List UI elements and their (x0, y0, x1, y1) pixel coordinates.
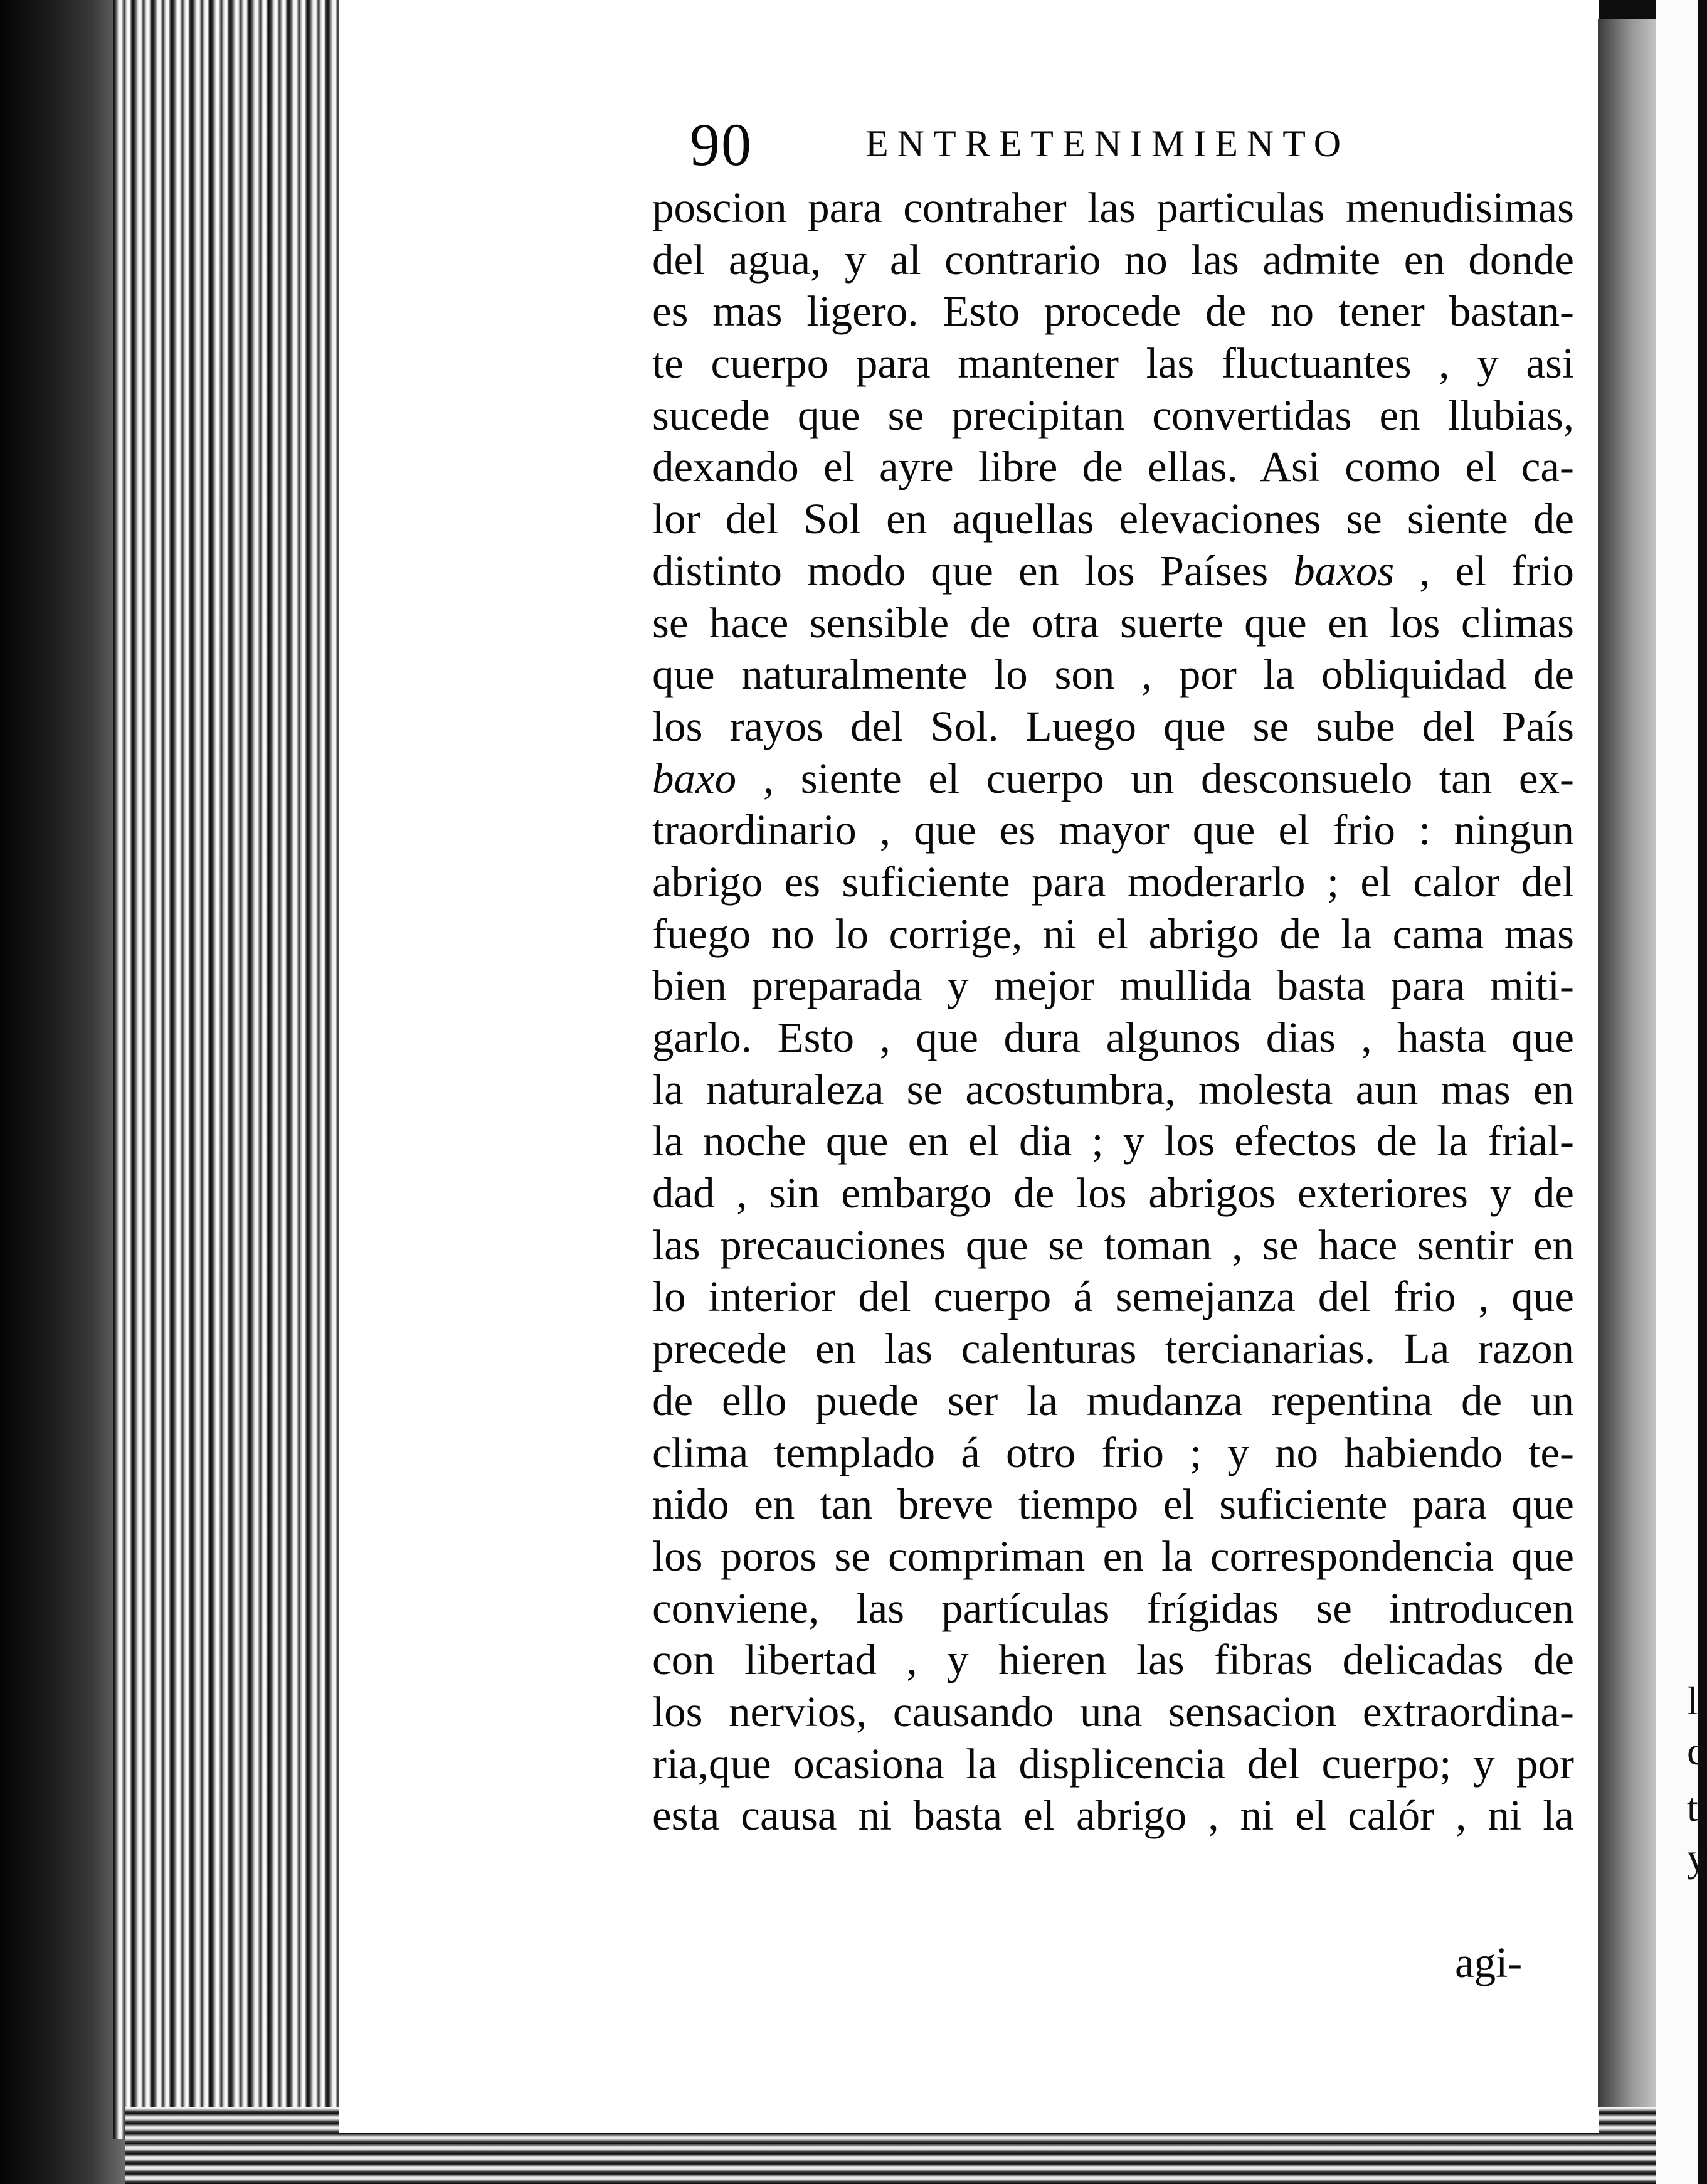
text-line: con libertad , y hieren las fibras delicadas de (652, 1636, 1574, 1684)
next-page-fragment: y (1687, 1835, 1707, 1880)
text-line: baxo , siente el cuerpo un desconsuelo tan ex- (652, 754, 1574, 802)
text-line: la naturaleza se acostumbra, molesta aun mas en (652, 1065, 1574, 1113)
text-line: traordinario , que es mayor que el frio : ningun (652, 806, 1574, 854)
text-line: precede en las calenturas tercianarias. La razon (652, 1325, 1574, 1373)
page-number: 90 (690, 111, 753, 178)
text-line: te cuerpo para mantener las fluctuantes , y asi (652, 339, 1574, 388)
text-line: los nervios, causando una sensacion extraordina- (652, 1687, 1574, 1736)
text-line: los poros se compriman en la correspondencia que (652, 1532, 1574, 1580)
text-line: de ello puede ser la mudanza repentina de un (652, 1376, 1574, 1424)
running-title: ENTRETENIMIENTO (865, 123, 1350, 164)
text-line: sucede que se precipitan convertidas en llubias, (652, 391, 1574, 439)
next-page-fragment: l (1687, 1678, 1698, 1723)
text-line: ria,que ocasiona la displicencia del cuerpo; y por (652, 1739, 1574, 1788)
body-text (652, 182, 1574, 1842)
text-line: abrigo es suficiente para moderarlo ; el calor del (652, 857, 1574, 906)
text-line: lor del Sol en aquellas elevaciones se siente de (652, 495, 1574, 543)
catchword: agi- (1455, 1939, 1523, 1986)
next-page-fragment: t (1687, 1785, 1698, 1830)
book-spine-shadow (0, 0, 132, 2184)
text-line: dexando el ayre libre de ellas. Asi como el ca- (652, 443, 1574, 491)
text-line: esta causa ni basta el abrigo , ni el calór , ni la (652, 1791, 1574, 1840)
text-line: bien preparada y mejor mullida basta para miti- (652, 962, 1574, 1010)
text-line: es mas ligero. Esto procede de no tener bastan- (652, 287, 1574, 336)
text-line: garlo. Esto , que dura algunos dias , hasta que (652, 1014, 1574, 1061)
text-line: la noche que en el dia ; y los efectos de la frial- (652, 1117, 1574, 1165)
text-line: distinto modo que en los Países baxos , el frio (652, 546, 1574, 595)
text-line: nido en tan breve tiempo el suficiente para que (652, 1480, 1574, 1529)
text-line: los rayos del Sol. Luego que se sube del País (652, 702, 1574, 750)
text-line: clima templado á otro frio ; y no habiendo te- (652, 1428, 1574, 1476)
text-line: poscion para contraher las particulas menudisimas (652, 184, 1574, 231)
text-line: del agua, y al contrario no las admite en donde (652, 235, 1574, 284)
text-line: las precauciones que se toman , se hace sentir en (652, 1221, 1574, 1269)
text-line: se hace sensible de otra suerte que en los climas (652, 598, 1574, 647)
text-line: que naturalmente lo son , por la obliquidad de (652, 650, 1574, 699)
text-line: fuego no lo corrige, ni el abrigo de la cama mas (652, 909, 1574, 958)
text-line: dad , sin embargo de los abrigos exteriores y de (652, 1169, 1574, 1217)
text-line: lo interior del cuerpo á semejanza del frio , que (652, 1273, 1574, 1321)
next-page-fragment: c (1687, 1729, 1705, 1773)
text-line: conviene, las partículas frígidas se introducen (652, 1584, 1574, 1632)
page-block-edge (113, 0, 351, 2139)
